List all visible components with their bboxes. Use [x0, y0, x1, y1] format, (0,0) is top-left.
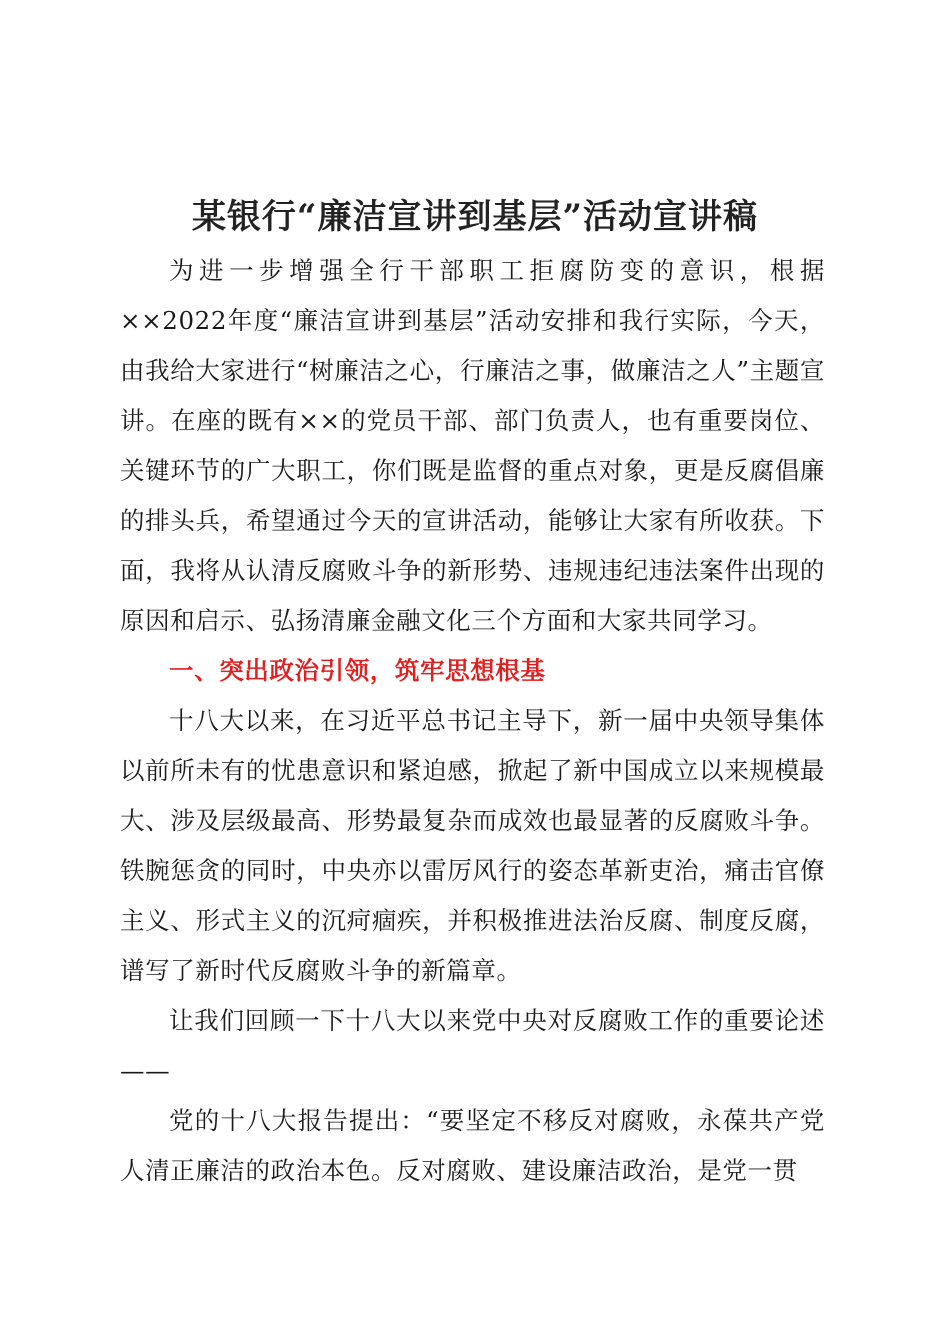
body-paragraph: 党的十八大报告提出：“要坚定不移反对腐败，永葆共产党人清正廉洁的政治本色。反对腐败、建设廉洁政治，是党一贯: [120, 1106, 825, 1185]
document-title: 某银行“廉洁宣讲到基层”活动宣讲稿: [191, 196, 759, 237]
intro-paragraph: 为进一步增强全行干部职工拒腐防变的意识，根据××2022年度“廉洁宣讲到基层”活动安排和我行实际，今天，由我给大家进行“树廉洁之心，行廉洁之事，做廉洁之人”主题宣讲。在座的既有××的党员干部、部门负责人，也有重要岗位、关键环节的广大职工，你们既是监督的重点对象，更是反腐倡廉的排头兵，希望通过今天的宣讲活动，能够让大家有所收获。下面，我将从认清反腐败斗争的新形势、违规违纪违法案件出现的原因和启示、弘扬清廉金融文化三个方面和大家共同学习。: [120, 256, 825, 635]
body-paragraph: 十八大以来，在习近平总书记主导下，新一届中央领导集体以前所未有的忧患意识和紧迫感，掀起了新中国成立以来规模最大、涉及层级最高、形势最复杂而成效也最显著的反腐败斗争。铁腕惩贪的同时，中央亦以雷厉风行的姿态革新吏治，痛击官僚主义、形式主义的沉疴痼疾，并积极推进法治反腐、制度反腐，谱写了新时代反腐败斗争的新篇章。: [120, 706, 825, 985]
body-paragraph: 让我们回顾一下十八大以来党中央对反腐败工作的重要论述——: [120, 1006, 825, 1085]
document-body: [120, 246, 825, 1196]
section-heading: 一、突出政治引领，筑牢思想根基: [169, 656, 546, 685]
